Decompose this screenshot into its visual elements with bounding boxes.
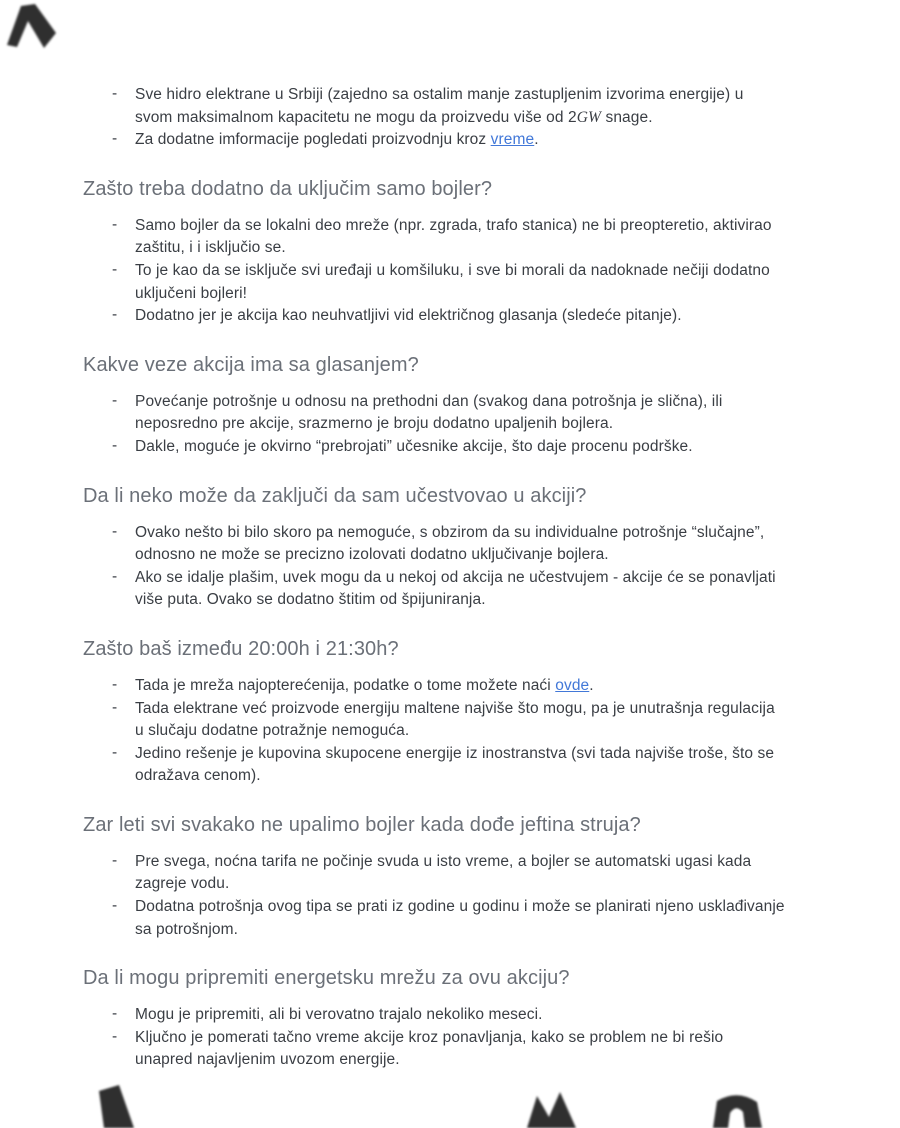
text-run: To je kao da se isključe svi uređaji u komšiluku, i sve bi morali da nadoknade nečiji dodatno uključeni bojleri!	[135, 261, 770, 302]
text-run: Ključno je pomerati tačno vreme akcije kroz ponavljanja, kako se problem ne bi rešio unapred najavljenim uvozom energije.	[135, 1028, 724, 1069]
text-run: .	[589, 676, 594, 694]
ovde-link[interactable]: ovde	[555, 676, 590, 694]
bullet-item	[83, 698, 785, 743]
text-run: Dodatna potrošnja ovog tipa se prati iz godine u godinu i može se planirati njeno usklađivanje sa potrošnjom.	[135, 898, 785, 938]
bullet-dash: -	[112, 522, 118, 540]
text-run: Tada elektrane već proizvode energiju maltene najviše što mogu, pa je unutrašnja regulacija u slučaju dodatne potražnje nemoguća.	[135, 699, 775, 740]
text-run: Ako se idalje plašim, uvek mogu da u nekoj od akcija ne učestvujem - akcije će se ponavljati više puta. Ovako se dodatno štitim od špijuniranja.	[135, 568, 776, 609]
bullet-dash: -	[112, 567, 118, 585]
bullet-dash: -	[112, 1005, 118, 1023]
bullet-item	[83, 522, 785, 567]
bullet-item	[83, 1004, 785, 1027]
faq-section	[83, 177, 835, 328]
bullet-item	[83, 129, 785, 152]
text-run: Sve hidro elektrane u Srbiji (zajedno sa ostalim manje zastupljenim izvorima energije) u svom maksimalnom kapacitetu ne mogu da proizvedu više od 2	[135, 86, 744, 126]
bullet-dash: -	[112, 675, 118, 693]
bullet-dash: -	[112, 130, 118, 148]
text-run: Povećanje potrošnje u odnosu na prethodni dan (svakog dana potrošnja je slična), ili neposredno pre akcije, srazmerno je broju dodatno upaljenih bojlera.	[135, 392, 723, 433]
bullet-item	[83, 851, 785, 896]
text-run: Ovako nešto bi bilo skoro pa nemoguće, s obzirom da su individualne potrošnje “slučajne”, odnosno ne može se precizno izolovati dodatno uključivanje bojlera.	[135, 523, 765, 564]
math-term: GW	[576, 108, 602, 126]
bullet-item	[83, 743, 785, 788]
vreme-link[interactable]: vreme	[490, 131, 535, 149]
bullet-item	[83, 305, 785, 328]
bullet-list	[83, 391, 785, 459]
faq-section	[83, 966, 835, 1072]
bullet-dash: -	[112, 698, 118, 716]
text-run: Pre svega, noćna tarifa ne počinje svuda u isto vreme, a bojler se automatski ugasi kada zagreje vodu.	[135, 852, 752, 893]
bullet-dash: -	[112, 743, 118, 761]
bullet-dash: -	[112, 215, 118, 233]
bullet-item	[83, 260, 785, 305]
bullet-dash: -	[112, 851, 118, 869]
bullet-item	[83, 436, 785, 459]
bullet-dash: -	[112, 436, 118, 454]
text-run: Mogu je pripremiti, ali bi verovatno trajalo nekoliko meseci.	[135, 1006, 543, 1024]
section-heading: Da li neko može da zaključi da sam učestvovao u akciji?	[83, 484, 587, 507]
bullet-list	[83, 851, 785, 941]
text-run: snage.	[601, 108, 653, 126]
bullet-list	[83, 522, 785, 612]
bullet-item	[83, 896, 785, 941]
bullet-list	[83, 215, 785, 328]
bullet-item	[83, 84, 785, 129]
bullet-list	[83, 84, 785, 152]
bullet-dash: -	[112, 1027, 118, 1045]
bullet-dash: -	[112, 85, 118, 102]
section-heading: Zar leti svi svakako ne upalimo bojler kada dođe jeftina struja?	[83, 813, 641, 836]
bullet-item	[83, 215, 785, 260]
section-heading: Kakve veze akcija ima sa glasanjem?	[83, 353, 419, 376]
faq-section	[83, 637, 835, 788]
bullet-dash: -	[112, 897, 118, 915]
intro-list	[83, 84, 835, 152]
bullet-dash: -	[112, 391, 118, 409]
bullet-item	[83, 391, 785, 436]
section-heading: Zašto treba dodatno da uključim samo bojler?	[83, 177, 493, 200]
bullet-list	[83, 1004, 785, 1072]
text-run: .	[534, 131, 539, 149]
text-run: Samo bojler da se lokalni deo mreže (npr. zgrada, trafo stanica) ne bi preopteretio, aktivirao zaštitu, i i isključio se.	[135, 216, 772, 257]
faq-section	[83, 484, 835, 612]
bullet-item	[83, 675, 785, 698]
text-run: Dakle, moguće je okvirno “prebrojati” učesnike akcije, što daje procenu podrške.	[135, 437, 693, 455]
text-run: Jedino rešenje je kupovina skupocene energije iz inostranstva (svi tada najviše troše, što se odražava cenom).	[135, 744, 775, 785]
faq-section	[83, 813, 835, 941]
bullet-item	[83, 567, 785, 612]
text-run: Dodatno jer je akcija kao neuhvatljivi vid električnog glasanja (sledeće pitanje).	[135, 307, 682, 325]
bullet-list	[83, 675, 785, 788]
text-run: Tada je mreža najopterećenija, podatke o tome možete naći	[135, 676, 556, 694]
faq-section	[83, 353, 835, 459]
bullet-dash: -	[112, 306, 118, 324]
bullet-dash: -	[112, 260, 118, 278]
section-heading: Da li mogu pripremiti energetsku mrežu za ovu akciju?	[83, 967, 570, 990]
text-run: Za dodatne imformacije pogledati proizvodnju kroz	[135, 131, 491, 149]
section-heading: Zašto baš između 20:00h i 21:30h?	[83, 637, 399, 660]
bullet-item	[83, 1027, 785, 1072]
